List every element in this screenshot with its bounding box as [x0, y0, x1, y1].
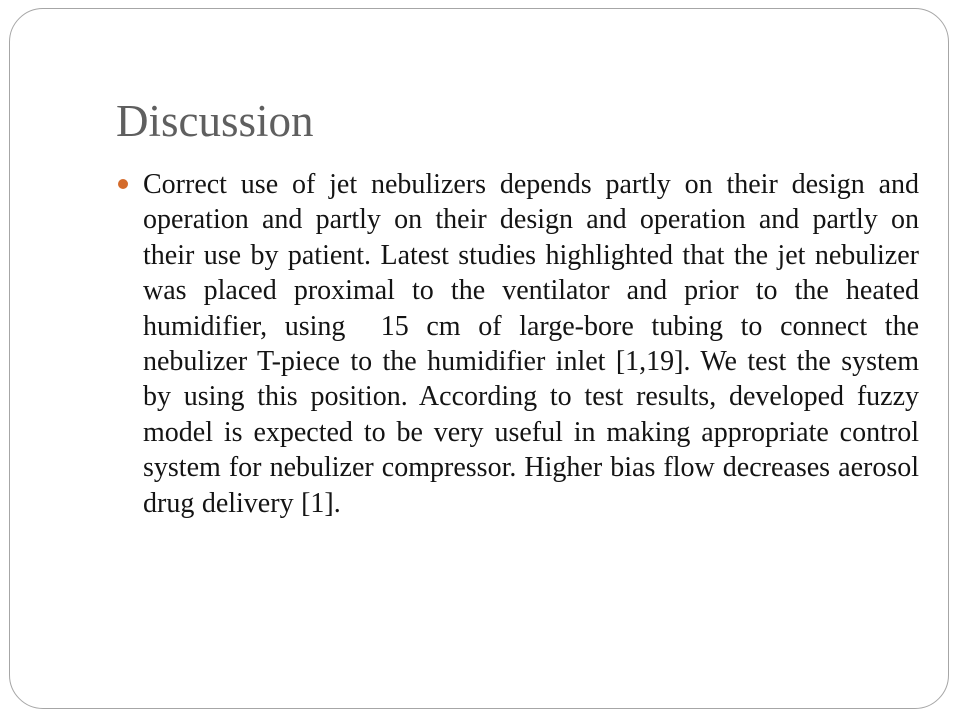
- slide-frame: [9, 8, 949, 709]
- bullet-list: [116, 167, 934, 521]
- bullet-item: [116, 167, 934, 521]
- bullet-dot-icon: [118, 179, 128, 189]
- bullet-text: Correct use of jet nebulizers depends partly on their design and operation and partly on their design and operation and partly on their use by patient. Latest studies highlighted that the jet nebulizer was placed proximal to the ventilator and prior to the heated humidifier, using 15 cm of large-bore tubing to connect the nebulizer T-piece to the humidifier inlet [1,19]. We test the system by using this position. According to test results, developed fuzzy model is expected to be very useful in making appropriate control system for nebulizer compressor. Higher bias flow decreases aerosol drug delivery [1].: [143, 169, 934, 519]
- slide-title: Discussion: [116, 96, 314, 146]
